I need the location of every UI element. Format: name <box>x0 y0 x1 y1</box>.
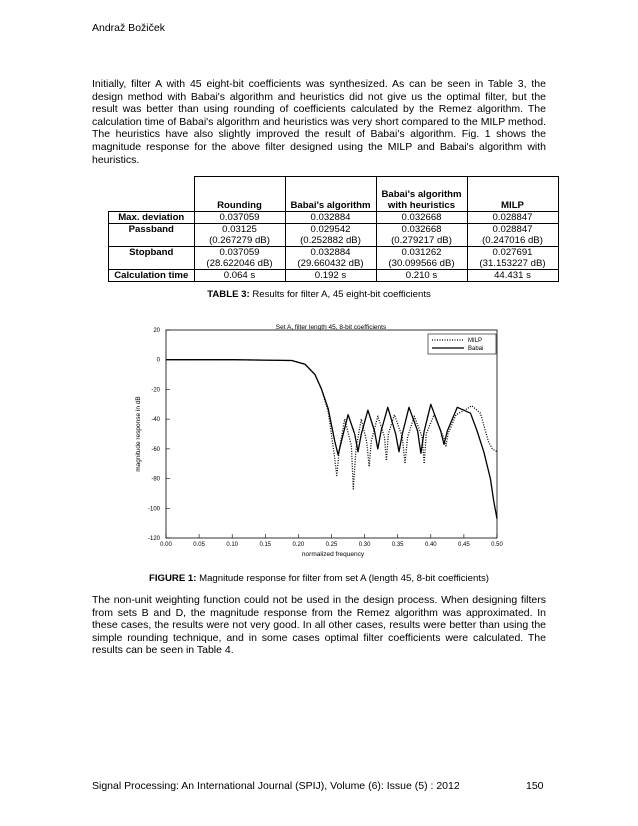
table-caption-text: Results for filter A, 45 eight-bit coefficients <box>249 289 431 300</box>
legend <box>428 334 496 354</box>
legend-box <box>428 334 496 354</box>
legend-label-babai: Babai <box>468 346 484 352</box>
cell-value: 0.031262 <box>401 247 442 258</box>
cell-db: (29.660432 dB) <box>297 258 364 269</box>
x-axis-label: normalized frequency <box>301 551 365 558</box>
table-cell <box>285 224 376 247</box>
col-header-milp: MILP <box>467 177 558 212</box>
table-cell: 44.431 s <box>467 270 558 282</box>
y-tick-label: 20 <box>153 328 160 334</box>
y-tick-label: -60 <box>151 446 160 453</box>
magnitude-response-chart <box>108 318 508 566</box>
x-tick-label: 0.30 <box>358 542 371 548</box>
x-tick-label: 0.00 <box>160 542 172 548</box>
col-header-rounding: Rounding <box>194 177 285 212</box>
table-row <box>109 270 559 282</box>
y-tick-label: 0 <box>156 357 160 364</box>
table-cell: 0.192 s <box>285 270 376 282</box>
table-cell <box>194 247 285 270</box>
footer-journal: Signal Processing: An International Journal (SPIJ), Volume (6): Issue (5) : 2012 <box>92 780 460 792</box>
cell-db: (30.099566 dB) <box>388 258 455 269</box>
row-label-stopband: Stopband <box>109 247 195 270</box>
x-tick-label: 0.40 <box>424 542 437 548</box>
table-cell <box>467 247 558 270</box>
y-tick-label: -80 <box>151 476 160 483</box>
results-table <box>108 176 559 282</box>
y-axis-label: magnitude response in dB <box>135 396 142 472</box>
chart-title: Set A, filter length 45, 8-bit coefficients <box>275 324 387 331</box>
table-caption-label: TABLE 3: <box>207 289 250 300</box>
x-tick-label: 0.25 <box>325 542 338 548</box>
y-tick-label: -40 <box>151 417 160 424</box>
row-label-passband: Passband <box>109 224 195 247</box>
cell-db: (0.267279 dB) <box>209 235 270 246</box>
paragraph-2: The non-unit weighting function could not be used in the design process. When designing filters from sets B and D, the magnitude response from the Remez algorithm was approximated. In these cases, the results were not very good. In all other cases, results were better than using the simple rounding technique, and in some cases optimal filter coefficients were calculated. The results can be seen in Table 4. <box>92 594 546 657</box>
legend-label-milp: MILP <box>468 338 483 344</box>
table-cell <box>376 247 467 270</box>
table-cell: 0.037059 <box>194 212 285 224</box>
cell-value: 0.037059 <box>219 247 260 258</box>
cell-db: (0.252882 dB) <box>300 235 361 246</box>
cell-db: (28.622046 dB) <box>206 258 273 269</box>
series-group <box>166 360 497 519</box>
cell-value: 0.028847 <box>492 224 533 235</box>
x-axis <box>160 534 503 548</box>
x-tick-label: 0.05 <box>193 542 205 548</box>
table-cell <box>194 224 285 247</box>
table-row <box>109 247 559 270</box>
table-cell: 0.064 s <box>194 270 285 282</box>
y-tick-label: -120 <box>147 536 160 542</box>
y-tick-label: -100 <box>147 506 160 513</box>
row-label-max-deviation: Max. deviation <box>109 212 195 224</box>
table-cell: 0.032884 <box>285 212 376 224</box>
cell-value: 0.03125 <box>222 224 257 235</box>
cell-value: 0.032668 <box>401 224 442 235</box>
table-row <box>109 224 559 247</box>
table-row <box>109 212 559 224</box>
cell-value: 0.027691 <box>492 247 533 258</box>
figure-caption-label: FIGURE 1: <box>148 573 197 584</box>
x-tick-label: 0.10 <box>226 542 239 548</box>
page-number: 150 <box>526 780 544 792</box>
x-tick-label: 0.35 <box>391 542 404 548</box>
table-cell: 0.028847 <box>467 212 558 224</box>
x-tick-label: 0.15 <box>259 542 272 548</box>
figure-caption-text: Magnitude response for filter from set A (length 45, 8-bit coefficients) <box>196 573 490 584</box>
table-cell: 0.032668 <box>376 212 467 224</box>
cell-db: (0.279217 dB) <box>391 235 452 246</box>
cell-db: (31.153227 dB) <box>479 258 546 269</box>
cell-value: 0.029542 <box>310 224 351 235</box>
x-tick-label: 0.50 <box>491 542 503 548</box>
x-tick-label: 0.20 <box>292 542 305 548</box>
cell-db: (0.247016 dB) <box>482 235 543 246</box>
row-label-calculation-time: Calculation time <box>109 270 195 282</box>
table-cell: 0.210 s <box>376 270 467 282</box>
table-cell <box>285 247 376 270</box>
table-cell <box>376 224 467 247</box>
table-corner <box>109 177 195 212</box>
col-header-babai-heuristics: Babai's algorithm with heuristics <box>376 177 467 212</box>
page-header-author: Andraž Božiček <box>92 22 165 34</box>
paragraph-1: Initially, filter A with 45 eight-bit coefficients was synthesized. As can be seen in Table 3, the design method with Babai's algorithm and heuristics did not give us the optimal filter, but the result was better than using rounding of coefficients calculated by the Remez algorithm. The calculation time of Babai's algorithm and heuristics was very short compared to the MILP method. The heuristics have also slightly improved the result of Babai's algorithm. Fig. 1 shows the magnitude response for the above filter designed using the MILP and Babai's algorithm with heuristics. <box>92 78 546 166</box>
y-tick-label: -20 <box>151 387 160 394</box>
cell-value: 0.032884 <box>310 247 351 258</box>
table-cell <box>467 224 558 247</box>
table-caption <box>0 289 638 300</box>
col-header-babai: Babai's algorithm <box>285 177 376 212</box>
table-header-row <box>109 177 559 212</box>
x-tick-label: 0.45 <box>458 542 470 548</box>
figure-caption <box>0 573 638 584</box>
